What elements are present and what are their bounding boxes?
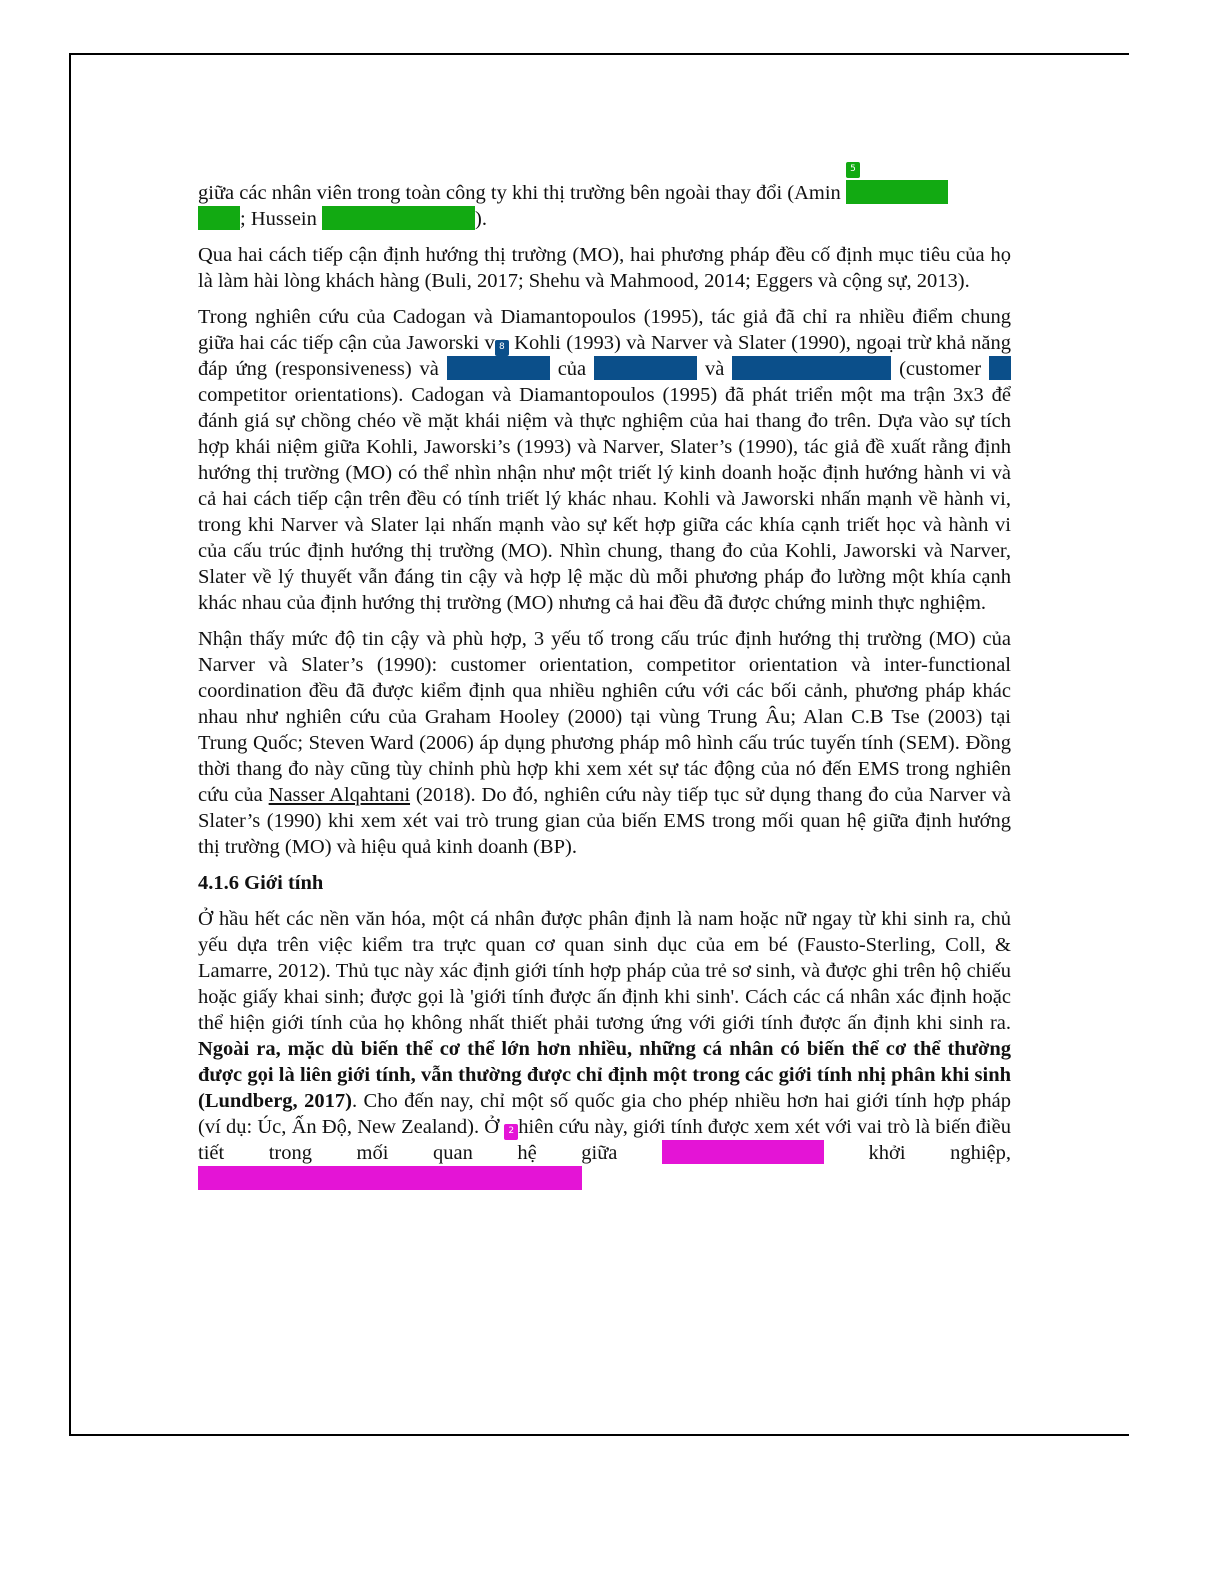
annotation-tag-navy[interactable]: 8 — [495, 340, 509, 356]
section-heading: 4.1.6 Giới tính — [198, 872, 324, 894]
paragraph-2: Qua hai cách tiếp cận định hướng thị trường (MO), hai phương pháp đều cố định mục tiêu của họ là làm hài lòng khách hàng (Buli, 2017; Shehu và Mahmood, 2014; Eggers và cộng sự, 2013). — [198, 244, 1011, 292]
annotation-tag-green[interactable]: 5 — [846, 162, 860, 178]
redaction-navy-4 — [989, 356, 1011, 380]
redaction-navy-1 — [447, 356, 550, 380]
paragraph-1: giữa các nhân viên trong toàn công ty khi thị trường bên ngoài thay đổi (Amin 5 ; Hussein ). — [198, 180, 1011, 232]
redaction-green-3 — [322, 206, 475, 230]
document-body — [198, 164, 1011, 1202]
redaction-navy-3 — [732, 356, 891, 380]
page-frame-left — [69, 53, 71, 1436]
redaction-navy-2 — [594, 356, 697, 380]
redaction-green-2 — [198, 206, 240, 230]
redaction-green-1 — [846, 164, 948, 204]
redaction-magenta-2 — [198, 1166, 582, 1190]
redaction-magenta-1 — [662, 1140, 824, 1164]
annotation-tag-magenta[interactable]: 2 — [504, 1124, 518, 1140]
paragraph-3: Trong nghiên cứu của Cadogan và Diamantopoulos (1995), tác giả đã chỉ ra nhiều điểm chung giữa hai các tiếp cận của Jaworski v 8 Kohli (1993) và Narver và Slater (1990), ngoại trừ khả năng đáp ứng (responsiveness) và của và (customer competitor orientations). Cadogan và Diamantopoulos (1995) đã phát triển một ma trận 3x3 để đánh giá sự chồng chéo về mặt khái niệm và thực nghiệm của hai thang đo trên. Dựa vào sự tích hợp khái niệm giữa Kohli, Jaworski’s (1993) và Narver, Slater’s (1990), tác giả đề xuất rằng định hướng thị trường (MO) có thể nhìn nhận như một triết lý kinh doanh hoặc định hướng hành vi và cả hai cách tiếp cận trên đều có tính triết lý khác nhau. Kohli và Jaworski nhấn mạnh về hành vi, trong khi Narver và Slater lại nhấn mạnh vào sự kết hợp giữa các khía cạnh triết học và hành vi của cấu trúc định hướng thị trường (MO). Nhìn chung, thang đo của Kohli, Jaworski và Narver, Slater về lý thuyết vẫn đáng tin cậy và hợp lệ mặc dù mỗi phương pháp đo lường một khía cạnh khác nhau của định hướng thị trường (MO) nhưng cả hai đều đã được chứng minh thực nghiệm. — [198, 306, 1011, 614]
paragraph-4: Nhận thấy mức độ tin cậy và phù hợp, 3 yếu tố trong cấu trúc định hướng thị trường (MO) của Narver và Slater’s (1990): customer orientation, competitor orientation và inter-functional coordination đều đã được kiểm định qua nhiều nghiên cứu với các bối cảnh, phương pháp khác nhau như nghiên cứu của Graham Hooley (2000) tại vùng Trung Âu; Alan C.B Tse (2003) tại Trung Quốc; Steven Ward (2006) áp dụng phương pháp mô hình cấu trúc tuyến tính (SEM). Đồng thời thang đo này cũng tùy chỉnh phù hợp khi xem xét sự tác động của nó đến EMS trong nghiên cứu của Nasser Alqahtani (2018). Do đó, nghiên cứu này tiếp tục sử dụng thang đo của Narver và Slater’s (1990) khi xem xét vai trò trung gian của biến EMS trong mối quan hệ giữa định hướng thị trường (MO) và hiệu quả kinh doanh (BP). — [198, 628, 1011, 858]
citation-link-nasser-alqahtani[interactable]: Nasser Alqahtani — [268, 784, 411, 806]
paragraph-5: Ở hầu hết các nền văn hóa, một cá nhân được phân định là nam hoặc nữ ngay từ khi sinh ra, chủ yếu dựa trên việc kiểm tra trực quan cơ quan sinh dục của em bé (Fausto-Sterling, Coll, & Lamarre, 2012). Thủ tục này xác định giới tính hợp pháp của trẻ sơ sinh, và được ghi trên hộ chiếu hoặc giấy khai sinh; được gọi là 'giới tính được ấn định khi sinh'. Cách các cá nhân xác định hoặc thể hiện giới tính của họ không nhất thiết phải tương ứng với giới tính được ấn định khi sinh ra. Ngoài ra, mặc dù biến thể cơ thể lớn hơn nhiều, những cá nhân có biến thể cơ thể thường được gọi là liên giới tính, vẫn thường được chỉ định một trong các giới tính nhị phân khi sinh (Lundberg, 2017). Cho đến nay, chỉ một số quốc gia cho phép nhiều hơn hai giới tính hợp pháp (ví dụ: Úc, Ấn Độ, New Zealand). Ở 2 hiên cứu này, giới tính được xem xét với vai trò là biến điều tiết trong mối quan hệ giữa khởi nghiệp, — [198, 906, 1011, 1192]
page-frame-top — [69, 53, 1129, 55]
page-frame-bottom — [69, 1434, 1129, 1436]
